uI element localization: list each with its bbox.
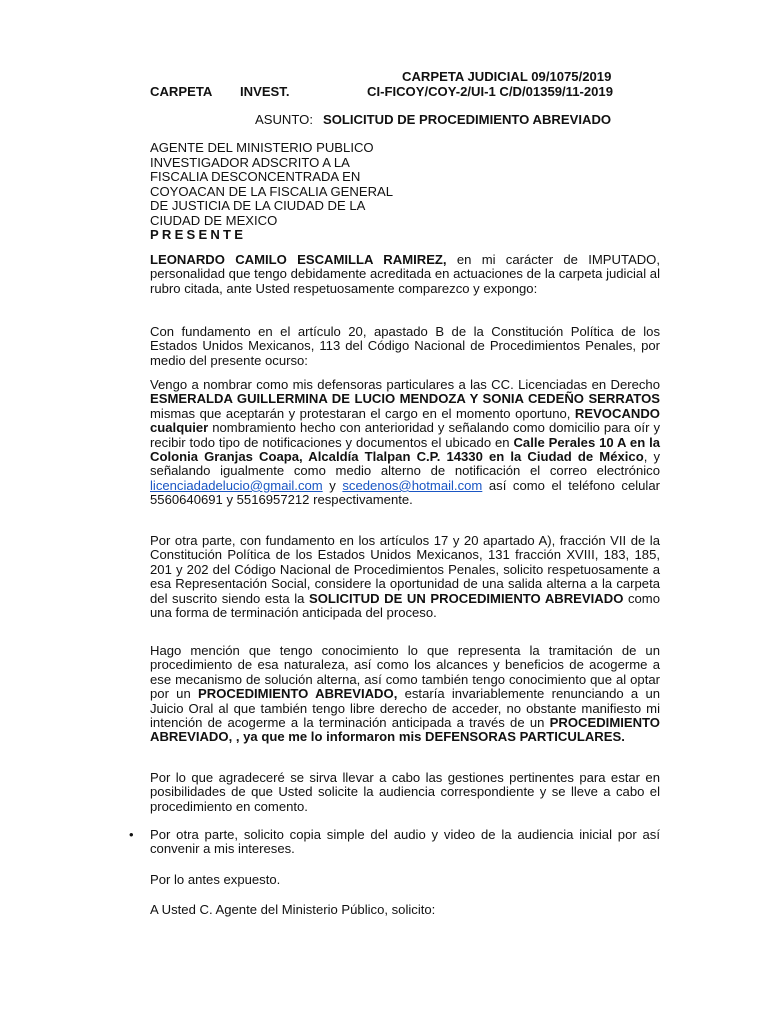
addressee-line: COYOACAN DE LA FISCALIA GENERAL [150, 183, 394, 199]
email-link-2[interactable]: scedenos@hotmail.com [342, 477, 483, 493]
addressee-line: FISCALIA DESCONCENTRADA EN [150, 169, 361, 184]
defenders-names: ESMERALDA GUILLERMINA DE LUCIO MENDOZA Y SONIA CEDEÑO SERRATOS [150, 391, 660, 407]
addressee-line: INVESTIGADOR ADSCRITO A LA [150, 154, 350, 170]
procedure-bold-1: PROCEDIMIENTO ABREVIADO, [198, 686, 398, 702]
paragraph-solicito: A Usted C. Agente del Ministerio Público, solicito: [150, 902, 436, 917]
carpeta-judicial: CARPETA JUDICIAL 09/1075/2019 [402, 69, 612, 84]
invest-label: INVEST. [240, 84, 290, 99]
paragraph-text: Por lo que agradeceré se sirva llevar a cabo las gestiones pertinentes para estar en posibilidades de que Usted solicite la audiencia correspondiente y se lleve a cabo el procedimiento en comento. [150, 770, 660, 814]
paragraph-appointment [150, 378, 660, 508]
address-text: Calle Perales 10 A en la Colonia Granjas Coapa, Alcaldía Tlalpan C.P. 14330 en la Ciudad de México [150, 434, 660, 465]
presente-heading: PRESENTE [150, 227, 247, 242]
paragraph-text: en mi carácter de IMPUTADO, personalidad que tengo debidamente acreditada en actuaciones de la carpeta judicial al rubro citada, ante Usted respetuosamente comparezco y expongo: [150, 252, 660, 296]
procedure-bold-2: PROCEDIMIENTO ABREVIADO, , ya que me lo informaron mis DEFENSORAS PARTICULARES. [150, 715, 660, 745]
paragraph-expuesto: Por lo antes expuesto. [150, 872, 281, 887]
paragraph-request-basis [150, 534, 660, 620]
defendant-name: LEONARDO CAMILO ESCAMILLA RAMIREZ, [150, 252, 447, 267]
email-link-1[interactable]: licenciadadelucio@gmail.com [150, 477, 323, 493]
paragraph-text: estaría invariablemente renunciando a un Juicio Oral al que también tengo libre derecho de acceder, no obstante manifiesto mi intención de acogerme a la terminación anticipada a través de un [150, 686, 661, 731]
paragraph-text: Con fundamento en el artículo 20, apastado B de la Constitución Política de los Estados Unidos Mexicanos, 113 del Código Nacional de Procedimientos Penales, por medio del presente ocurso: [150, 324, 660, 368]
addressee-line: DE JUSTICIA DE LA CIUDAD DE LA [150, 198, 366, 213]
revocation-text: REVOCANDO cualquier [150, 405, 660, 436]
paragraph-text: mismas que aceptarán y protestaran el cargo en el momento oportuno, [150, 405, 575, 421]
request-title: SOLICITUD DE UN PROCEDIMIENTO ABREVIADO [309, 590, 624, 606]
asunto-label: ASUNTO: [255, 112, 313, 127]
paragraph-legal-basis [150, 325, 660, 368]
addressee-line: AGENTE DEL MINISTERIO PUBLICO [150, 140, 374, 155]
paragraph-text: Hago mención que tengo conocimiento lo que representa la tramitación de un procedimiento de esa naturaleza, así como los alcances y beneficios de acogerme a ese mecanismo de solución alterna, así como también tengo conocimiento que al optar por un [150, 643, 660, 702]
addressee-line: CIUDAD DE MEXICO [150, 212, 278, 228]
paragraph-text: nombramiento hecho con anterioridad y señalando como domicilio para oír y recibir todo tipo de notificaciones y documentos el ubicado en [150, 420, 660, 450]
carpeta-label: CARPETA [150, 84, 213, 99]
addressee-block [150, 141, 393, 243]
paragraph-text: , y señalando igualmente como medio alterno de notificación el correo electrónico [150, 449, 661, 479]
bullet-icon: • [129, 827, 134, 842]
invest-number: CI-FICOY/COY-2/UI-1 C/D/01359/11-2019 [367, 84, 613, 99]
paragraph-text: Por otra parte, solicito copia simple del audio y video de la audiencia inicial por así convenir a mis intereses. [150, 827, 660, 857]
paragraph-gestiones [150, 771, 660, 814]
paragraph-text: como una forma de terminación anticipada del proceso. [150, 590, 660, 621]
asunto-text: SOLICITUD DE PROCEDIMIENTO ABREVIADO [323, 112, 612, 127]
paragraph-text: Vengo a nombrar como mis defensoras particulares a las CC. Licenciadas en Derecho [150, 377, 660, 392]
paragraph-copy-request [150, 828, 660, 857]
paragraph-acknowledgement [150, 644, 660, 745]
paragraph-appearance [150, 253, 660, 296]
paragraph-text: así como el teléfono celular 5560640691 y 5516957212 respectivamente. [150, 477, 660, 508]
paragraph-text: Por otra parte, con fundamento en los artículos 17 y 20 apartado A), fracción VII de la Constitución Política de los Estados Unidos Mexicanos, 131 fracción XVIII, 183, 185, 201 y 202 del Código Nacional de Procedimientos Penales, solicito respetuosamente a esa Representación Social, considere la oportunidad de una salida alterna a la carpeta del suscrito siendo esta la [150, 533, 660, 606]
paragraph-text: y [322, 477, 343, 493]
